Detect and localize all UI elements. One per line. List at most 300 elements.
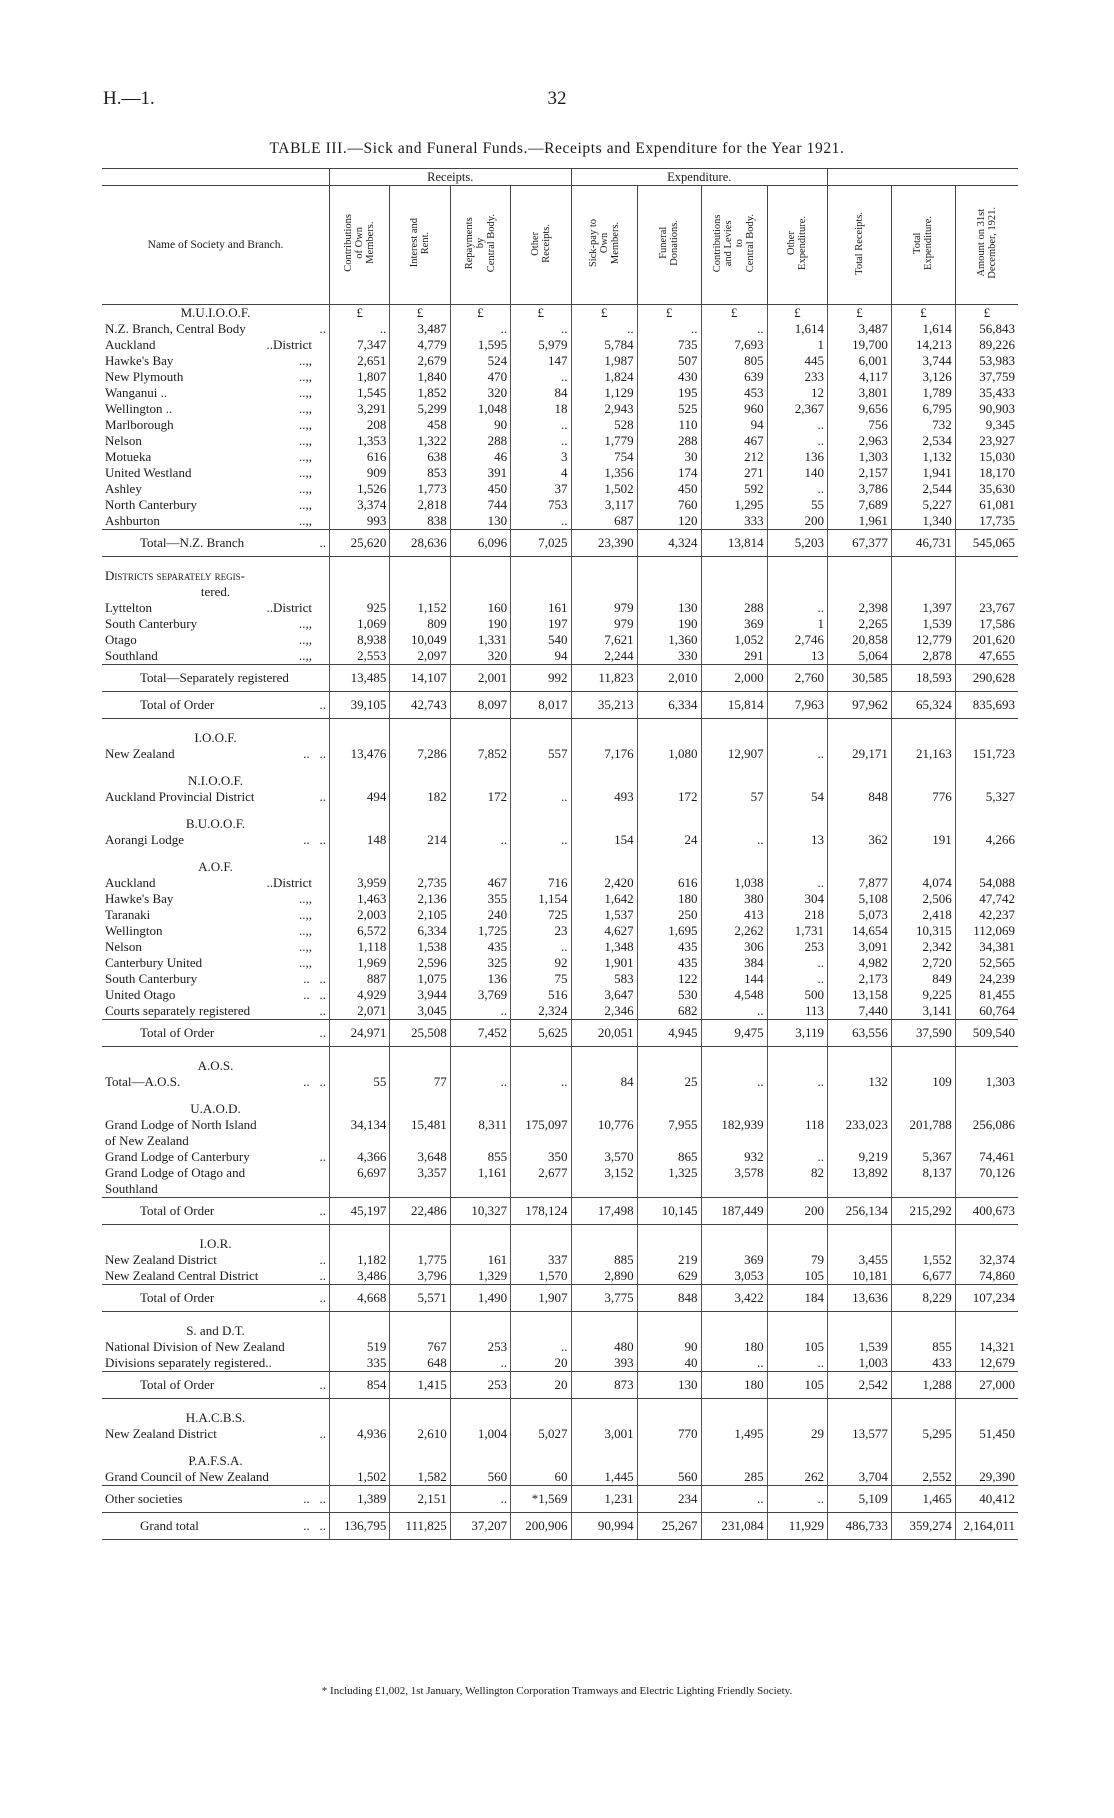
row-name-label: Grand Lodge of North Island xyxy=(105,1117,257,1132)
row-name xyxy=(102,1003,330,1019)
row-name xyxy=(102,530,330,557)
value-cell: 524 xyxy=(450,353,510,369)
value-cell: 5,064 xyxy=(828,648,892,664)
table-row xyxy=(102,369,1018,385)
value-cell xyxy=(330,1236,390,1252)
value-cell: 111,825 xyxy=(390,1513,450,1540)
value-cell: 2,262 xyxy=(701,923,767,939)
value-cell: 4,117 xyxy=(828,369,892,385)
value-cell: 2,553 xyxy=(330,648,390,664)
value-cell: 63,556 xyxy=(828,1020,892,1047)
value-cell: 201,620 xyxy=(955,632,1018,648)
value-cell: 592 xyxy=(701,481,767,497)
table-row xyxy=(102,497,1018,513)
value-cell: 130 xyxy=(637,600,701,616)
row-name-label: H.A.C.B.S. xyxy=(185,1410,246,1425)
leader-dots: .. xyxy=(299,955,306,970)
row-name xyxy=(102,465,330,481)
value-cell: .. xyxy=(701,1003,767,1019)
value-cell: 67,377 xyxy=(828,530,892,557)
value-cell: 187,449 xyxy=(701,1198,767,1225)
value-cell: 201,788 xyxy=(891,1117,955,1133)
value-cell: 320 xyxy=(450,648,510,664)
value-cell: 1,773 xyxy=(390,481,450,497)
value-cell: 5,027 xyxy=(511,1426,571,1442)
value-cell: 10,181 xyxy=(828,1268,892,1284)
row-name xyxy=(102,321,330,337)
value-cell: 1,325 xyxy=(637,1165,701,1181)
row-name xyxy=(102,1285,330,1312)
value-cell: 9,345 xyxy=(955,417,1018,433)
row-name-label: Hawke's Bay xyxy=(105,353,174,368)
row-name xyxy=(102,1453,330,1469)
value-cell: 24,971 xyxy=(330,1020,390,1047)
leader-dots: .. xyxy=(299,939,306,954)
value-cell xyxy=(891,1058,955,1074)
row-name xyxy=(102,385,330,401)
value-cell: 3,374 xyxy=(330,497,390,513)
total-row xyxy=(102,1198,1018,1225)
value-cell xyxy=(511,1410,571,1426)
value-cell: 9,219 xyxy=(828,1149,892,1165)
value-cell: 2,610 xyxy=(390,1426,450,1442)
district-marker: ,, xyxy=(305,433,313,448)
value-cell: 1,129 xyxy=(571,385,637,401)
value-cell xyxy=(511,730,571,746)
value-cell: .. xyxy=(767,746,827,762)
row-name-label: P.A.F.S.A. xyxy=(188,1453,243,1468)
value-cell: 12 xyxy=(767,385,827,401)
row-name xyxy=(102,1101,330,1117)
leader-dots: .. .. xyxy=(303,971,327,986)
value-cell: 234 xyxy=(637,1486,701,1513)
row-name-label: Ashburton xyxy=(105,513,160,528)
value-cell: 516 xyxy=(511,987,571,1003)
spacer-row xyxy=(102,557,1018,569)
value-cell: 3,291 xyxy=(330,401,390,417)
value-cell: 3,045 xyxy=(390,1003,450,1019)
value-cell: 23,767 xyxy=(955,600,1018,616)
row-name xyxy=(102,616,330,632)
value-cell: 1,490 xyxy=(450,1285,510,1312)
value-cell: .. xyxy=(767,1355,827,1371)
value-cell: 435 xyxy=(450,939,510,955)
value-cell: 8,137 xyxy=(891,1165,955,1181)
leader-dots: .. xyxy=(319,697,327,712)
value-cell xyxy=(891,1236,955,1252)
value-cell: .. xyxy=(767,1149,827,1165)
value-cell xyxy=(828,773,892,789)
row-name xyxy=(102,1236,330,1252)
value-cell: 355 xyxy=(450,891,510,907)
value-cell: 10,315 xyxy=(891,923,955,939)
value-cell: 2,420 xyxy=(571,875,637,891)
row-name xyxy=(102,955,330,971)
value-cell: 14,107 xyxy=(390,665,450,692)
table-row xyxy=(102,907,1018,923)
total-row xyxy=(102,530,1018,557)
value-cell: 3,959 xyxy=(330,875,390,891)
value-cell xyxy=(955,1181,1018,1197)
value-cell: 435 xyxy=(637,939,701,955)
receipts-group-header: Receipts. xyxy=(330,169,571,186)
leader-dots: .. .. xyxy=(303,1491,327,1506)
table-row xyxy=(102,449,1018,465)
leader-dots: .. xyxy=(299,465,306,480)
table-row xyxy=(102,1469,1018,1485)
value-cell: 2,677 xyxy=(511,1165,571,1181)
leader-dots: .. xyxy=(319,1252,327,1267)
value-cell: 2,720 xyxy=(891,955,955,971)
value-cell: 809 xyxy=(390,616,450,632)
table-row xyxy=(102,1252,1018,1268)
value-cell xyxy=(390,1181,450,1197)
column-header-label: Total Expenditure. xyxy=(912,216,935,270)
value-cell xyxy=(450,816,510,832)
value-cell: 25,620 xyxy=(330,530,390,557)
value-cell: 770 xyxy=(637,1426,701,1442)
column-header-label: Other Receipts. xyxy=(529,223,552,263)
value-cell: 7,689 xyxy=(828,497,892,513)
value-cell: 61,081 xyxy=(955,497,1018,513)
value-cell xyxy=(511,1058,571,1074)
value-cell: 528 xyxy=(571,417,637,433)
value-cell: .. xyxy=(511,1339,571,1355)
value-cell: 7,963 xyxy=(767,692,827,719)
value-cell: 1,154 xyxy=(511,891,571,907)
row-name-label: Nelson xyxy=(105,939,142,954)
value-cell: 509,540 xyxy=(955,1020,1018,1047)
value-cell xyxy=(450,1101,510,1117)
value-cell xyxy=(701,773,767,789)
society-heading-row xyxy=(102,1453,1018,1469)
value-cell: 1,161 xyxy=(450,1165,510,1181)
leader-dots: .. .. xyxy=(303,1074,327,1089)
value-cell: 40 xyxy=(637,1355,701,1371)
district-marker: ,, xyxy=(305,465,313,480)
value-cell: 288 xyxy=(450,433,510,449)
value-cell: 3,152 xyxy=(571,1165,637,1181)
value-cell: .. xyxy=(511,939,571,955)
value-cell: 20 xyxy=(511,1355,571,1371)
value-cell: 15,481 xyxy=(390,1117,450,1133)
value-cell: 2,552 xyxy=(891,1469,955,1485)
value-cell: 3,704 xyxy=(828,1469,892,1485)
row-name-label: North Canterbury xyxy=(105,497,198,512)
spacer-row xyxy=(102,1090,1018,1101)
value-cell: 4,945 xyxy=(637,1020,701,1047)
row-name-label: Motueka xyxy=(105,449,152,464)
value-cell: 2,746 xyxy=(767,632,827,648)
row-name xyxy=(102,1074,330,1090)
value-cell: 450 xyxy=(637,481,701,497)
value-cell xyxy=(330,730,390,746)
table-row xyxy=(102,1486,1018,1513)
value-cell: 77 xyxy=(390,1074,450,1090)
row-name xyxy=(102,907,330,923)
row-name xyxy=(102,665,330,692)
value-cell: 854 xyxy=(330,1372,390,1399)
value-cell: .. xyxy=(767,971,827,987)
value-cell: 55 xyxy=(767,497,827,513)
value-cell: 92 xyxy=(511,955,571,971)
value-cell xyxy=(637,816,701,832)
value-cell xyxy=(390,773,450,789)
value-cell: 136 xyxy=(450,971,510,987)
value-cell xyxy=(955,568,1018,584)
value-cell: 2,324 xyxy=(511,1003,571,1019)
value-cell: 1,003 xyxy=(828,1355,892,1371)
value-cell: 3,091 xyxy=(828,939,892,955)
row-name-label: South Canterbury xyxy=(105,971,198,986)
row-name-label: Ashley xyxy=(105,481,142,496)
value-cell: 1,901 xyxy=(571,955,637,971)
society-heading-row xyxy=(102,773,1018,789)
value-cell xyxy=(828,1410,892,1426)
table-row xyxy=(102,1181,1018,1197)
value-cell: 5,571 xyxy=(390,1285,450,1312)
value-cell: 5,299 xyxy=(390,401,450,417)
value-cell: 144 xyxy=(701,971,767,987)
value-cell xyxy=(637,773,701,789)
row-name-label: Hawke's Bay xyxy=(105,891,174,906)
value-cell: 13,476 xyxy=(330,746,390,762)
value-cell: 30,585 xyxy=(828,665,892,692)
value-cell: 1,582 xyxy=(390,1469,450,1485)
column-header xyxy=(828,186,892,305)
value-cell xyxy=(891,1323,955,1339)
value-cell xyxy=(330,1453,390,1469)
row-name xyxy=(102,1339,330,1355)
row-name xyxy=(102,987,330,1003)
value-cell: 94 xyxy=(701,417,767,433)
value-cell: £ xyxy=(571,305,637,322)
value-cell: 285 xyxy=(701,1469,767,1485)
value-cell: 1,322 xyxy=(390,433,450,449)
value-cell: .. xyxy=(767,1074,827,1090)
value-cell: 47,655 xyxy=(955,648,1018,664)
value-cell: 306 xyxy=(701,939,767,955)
row-name-label: Total—A.O.S. xyxy=(105,1074,181,1089)
row-name-label: Lyttelton xyxy=(105,600,152,615)
value-cell xyxy=(955,1410,1018,1426)
value-cell: 1,779 xyxy=(571,433,637,449)
value-cell: 3,648 xyxy=(390,1149,450,1165)
column-header xyxy=(701,186,767,305)
value-cell: 37,590 xyxy=(891,1020,955,1047)
value-cell xyxy=(891,568,955,584)
leader-dots: .. xyxy=(299,891,306,906)
value-cell xyxy=(891,1453,955,1469)
value-cell: 34,134 xyxy=(330,1117,390,1133)
row-name xyxy=(102,584,330,600)
leader-dots: .. xyxy=(299,648,306,663)
value-cell: 65,324 xyxy=(891,692,955,719)
column-header-label: Repayments by Central Body. xyxy=(463,213,497,273)
value-cell xyxy=(828,1058,892,1074)
value-cell: £ xyxy=(450,305,510,322)
value-cell: 849 xyxy=(891,971,955,987)
row-name-label: United Westland xyxy=(105,465,192,480)
value-cell: 2,506 xyxy=(891,891,955,907)
value-cell: 865 xyxy=(637,1149,701,1165)
row-name xyxy=(102,1486,330,1513)
value-cell: 200 xyxy=(767,1198,827,1225)
expenditure-group-header: Expenditure. xyxy=(571,169,828,186)
value-cell: 1,353 xyxy=(330,433,390,449)
value-cell: 7,452 xyxy=(450,1020,510,1047)
value-cell: 12,907 xyxy=(701,746,767,762)
value-cell: 467 xyxy=(701,433,767,449)
row-name xyxy=(102,600,330,616)
value-cell: .. xyxy=(701,1355,767,1371)
table-row xyxy=(102,401,1018,417)
value-cell: 11,929 xyxy=(767,1513,827,1540)
value-cell xyxy=(701,730,767,746)
value-cell: 46 xyxy=(450,449,510,465)
row-name-label: Divisions separately registered.. xyxy=(105,1355,272,1370)
value-cell xyxy=(571,1410,637,1426)
value-cell: 1,295 xyxy=(701,497,767,513)
value-cell xyxy=(571,859,637,875)
table-row xyxy=(102,1268,1018,1284)
value-cell xyxy=(390,1058,450,1074)
value-cell: 2,157 xyxy=(828,465,892,481)
row-name-label: Canterbury United xyxy=(105,955,203,970)
value-cell: 639 xyxy=(701,369,767,385)
value-cell: 450 xyxy=(450,481,510,497)
value-cell: 1,182 xyxy=(330,1252,390,1268)
value-cell: 13 xyxy=(767,648,827,664)
spacer-row xyxy=(102,762,1018,773)
value-cell xyxy=(450,1323,510,1339)
value-cell: 20,051 xyxy=(571,1020,637,1047)
value-cell: 4,324 xyxy=(637,530,701,557)
value-cell: 6,677 xyxy=(891,1268,955,1284)
value-cell: 960 xyxy=(701,401,767,417)
value-cell: 909 xyxy=(330,465,390,481)
row-name-label: M.U.I.O.O.F. xyxy=(180,305,251,320)
value-cell xyxy=(891,1410,955,1426)
row-name xyxy=(102,369,330,385)
value-cell xyxy=(330,859,390,875)
value-cell xyxy=(637,1453,701,1469)
value-cell: 1 xyxy=(767,337,827,353)
value-cell: 3 xyxy=(511,449,571,465)
row-name xyxy=(102,939,330,955)
value-cell: 1,725 xyxy=(450,923,510,939)
row-name xyxy=(102,497,330,513)
row-name xyxy=(102,1133,330,1149)
value-cell: 25 xyxy=(637,1074,701,1090)
value-cell: 1,288 xyxy=(891,1372,955,1399)
spacer-row xyxy=(102,805,1018,816)
value-cell: 3,422 xyxy=(701,1285,767,1312)
value-cell: 8,097 xyxy=(450,692,510,719)
row-name-label: Southland xyxy=(105,648,158,663)
column-header-label: Sick-pay to Own Members. xyxy=(587,218,621,268)
value-cell: 4,366 xyxy=(330,1149,390,1165)
value-cell: 369 xyxy=(701,616,767,632)
value-cell xyxy=(637,1101,701,1117)
value-cell: 1 xyxy=(767,616,827,632)
value-cell xyxy=(828,1181,892,1197)
value-cell: 22,486 xyxy=(390,1198,450,1225)
row-name-label: Grand Council of New Zealand xyxy=(105,1469,269,1484)
value-cell: .. xyxy=(450,1003,510,1019)
table-row xyxy=(102,513,1018,529)
leader-dots: .. .. xyxy=(303,1518,327,1533)
value-cell: 32,374 xyxy=(955,1252,1018,1268)
value-cell: 122 xyxy=(637,971,701,987)
value-cell xyxy=(955,816,1018,832)
table-row xyxy=(102,875,1018,891)
value-cell: 12,779 xyxy=(891,632,955,648)
value-cell: 250 xyxy=(637,907,701,923)
value-cell xyxy=(701,568,767,584)
row-name xyxy=(102,1372,330,1399)
district-marker: ,, xyxy=(305,417,313,432)
value-cell xyxy=(450,1133,510,1149)
value-cell: 1,048 xyxy=(450,401,510,417)
value-cell: 191 xyxy=(891,832,955,848)
value-cell: 5,979 xyxy=(511,337,571,353)
value-cell: 1,807 xyxy=(330,369,390,385)
value-cell xyxy=(637,1236,701,1252)
value-cell: 8,311 xyxy=(450,1117,510,1133)
value-cell: 39,105 xyxy=(330,692,390,719)
table-row xyxy=(102,616,1018,632)
value-cell xyxy=(390,859,450,875)
value-cell: 25,267 xyxy=(637,1513,701,1540)
row-name xyxy=(102,449,330,465)
value-cell: 2,346 xyxy=(571,1003,637,1019)
value-cell: 18,170 xyxy=(955,465,1018,481)
value-cell: 23,927 xyxy=(955,433,1018,449)
value-cell: 629 xyxy=(637,1268,701,1284)
value-cell xyxy=(701,1133,767,1149)
row-name xyxy=(102,481,330,497)
value-cell xyxy=(767,1453,827,1469)
district-marker: ,, xyxy=(305,939,313,954)
value-cell: 979 xyxy=(571,616,637,632)
value-cell: 470 xyxy=(450,369,510,385)
value-cell: 583 xyxy=(571,971,637,987)
value-cell: 9,475 xyxy=(701,1020,767,1047)
row-name-label: of New Zealand xyxy=(105,1133,189,1148)
value-cell: 433 xyxy=(891,1355,955,1371)
column-header xyxy=(390,186,450,305)
spacer-row xyxy=(102,719,1018,731)
value-cell: 3,744 xyxy=(891,353,955,369)
value-cell: 1,445 xyxy=(571,1469,637,1485)
value-cell xyxy=(828,730,892,746)
leader-dots: .. xyxy=(299,907,306,922)
value-cell: 212 xyxy=(701,449,767,465)
value-cell: 190 xyxy=(637,616,701,632)
value-cell: 725 xyxy=(511,907,571,923)
value-cell: 2,342 xyxy=(891,939,955,955)
value-cell: 10,776 xyxy=(571,1117,637,1133)
row-name-label: Otago xyxy=(105,632,137,647)
table-row xyxy=(102,632,1018,648)
value-cell: 9,656 xyxy=(828,401,892,417)
row-name-label: Districts separately regis- xyxy=(105,568,246,583)
value-cell: 54 xyxy=(767,789,827,805)
value-cell: .. xyxy=(511,789,571,805)
value-cell: 6,697 xyxy=(330,1165,390,1181)
value-cell: .. xyxy=(450,832,510,848)
